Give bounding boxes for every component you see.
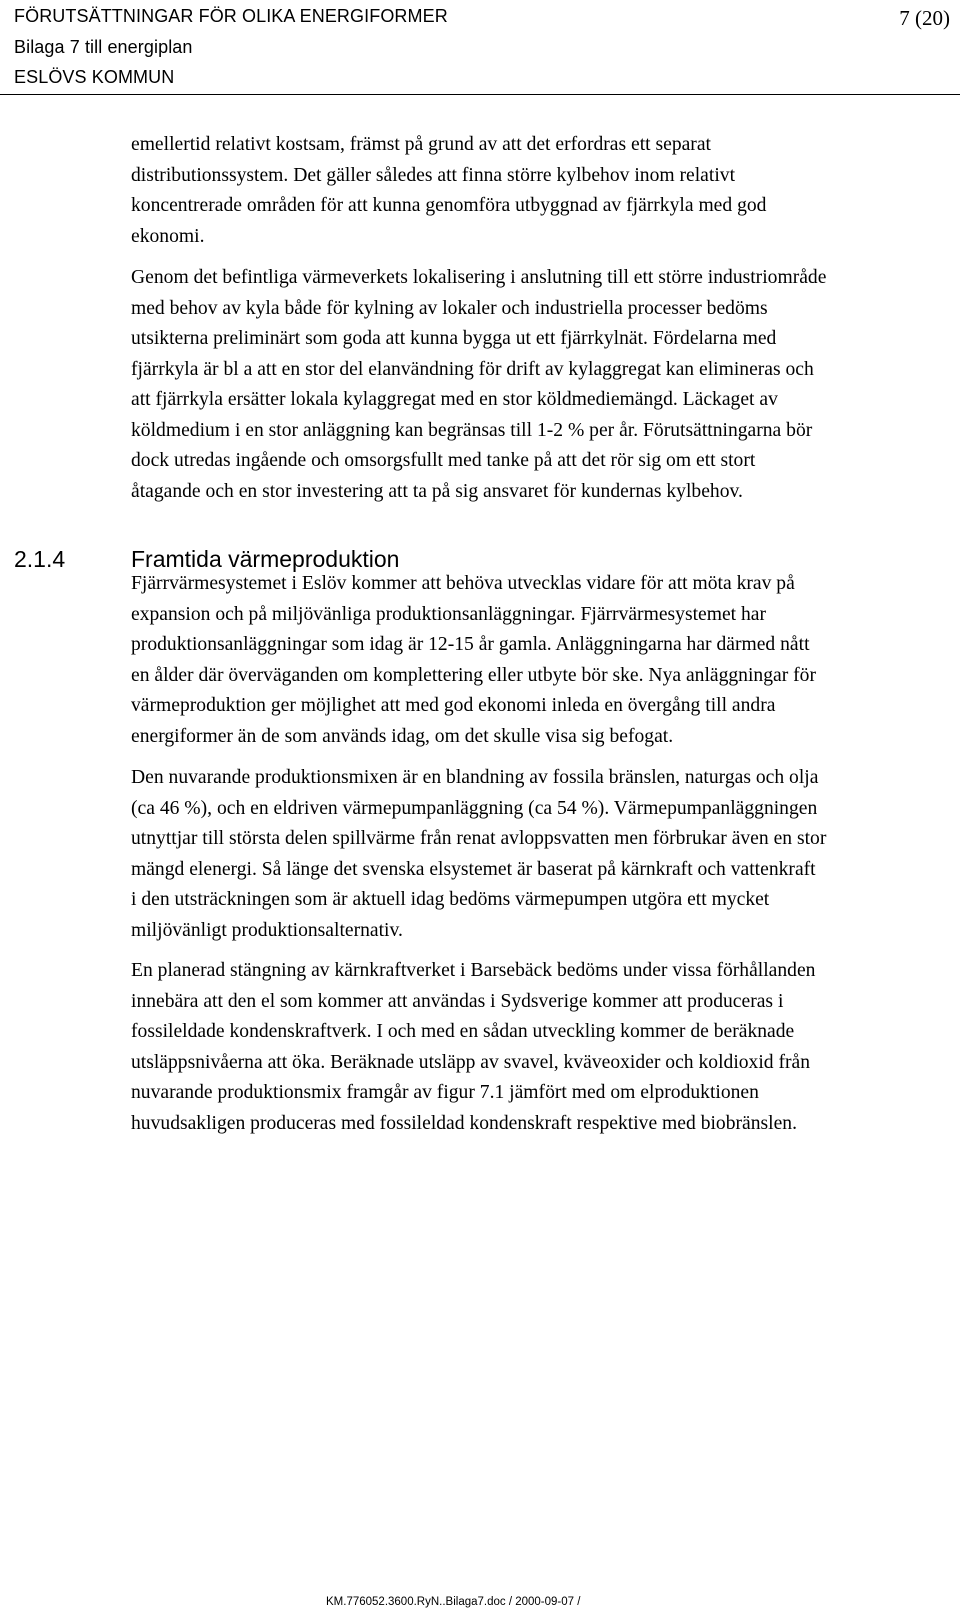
text-line: utsläppsnivåerna att öka. Beräknade utsläpp av svavel, kväveoxider och koldioxid från [131,1051,811,1073]
text-line: dock utredas ingående och omsorgsfullt med tanke på att det rör sig om ett stort [131,450,756,471]
text-line: mängd elenergi. Så länge det svenska elsystemet är baserat på kärnkraft och vattenkraft [131,858,816,880]
section-number: 2.1.4 [14,546,66,572]
text-line: i den utsträckningen som är aktuell idag bedöms värmepumpen utgöra ett mycket [131,889,770,910]
text-line: (ca 46 %), och en eldriven värmepumpanläggning (ca 54 %). Värmepumpanläggningen [131,797,818,819]
body-paragraph [131,130,955,252]
footer-document-ref: KM.776052.3600.RyN..Bilaga7.doc / 2000-09-07 / [326,1596,581,1608]
text-line: energiformer än de som används idag, om det skulle visa sig befogat. [131,725,674,747]
body-paragraph [131,956,955,1139]
text-line: utsikterna preliminärt som goda att kunna bygga ut ett fjärrkylnät. Fördelarna med [131,328,777,349]
text-line: utnyttjar till största delen spillvärme från renat avloppsvatten men förbrukar även en stor [131,828,827,849]
text-line: med behov av kyla både för kylning av lokaler och industriella processer bedöms [131,297,768,319]
page-header [0,0,960,95]
body-paragraph [131,263,955,507]
text-line: nuvarande produktionsmix framgår av figur 7.1 jämfört med om elproduktionen [131,1082,759,1103]
text-line: Den nuvarande produktionsmixen är en blandning av fossila bränslen, naturgas och olja [131,767,819,788]
text-line: distributionssystem. Det gäller således att finna större kylbehov inom relativt [131,164,736,186]
body-paragraph [131,569,955,752]
header-organization: ESLÖVS KOMMUN [14,67,175,87]
header-subtitle: Bilaga 7 till energiplan [14,37,193,57]
text-line: en ålder där överväganden om komplettering eller utbyte bör ske. Nya anläggningar för [131,664,816,686]
text-line: miljövänligt produktionsalternativ. [131,919,403,941]
text-line: innebära att den el som kommer att användas i Sydsverige kommer att produceras i [131,990,784,1012]
section-title: Framtida värmeproduktion [131,546,400,572]
text-line: Genom det befintliga värmeverkets lokalisering i anslutning till ett större industriområde [131,267,827,288]
text-line: koncentrerade områden för att kunna genomföra utbyggnad av fjärrkyla med god [131,195,767,216]
text-line: ekonomi. [131,225,205,247]
text-line: köldmedium i en stor anläggning kan begränsas till 1-2 % per år. Förutsättningarna bör [131,419,813,441]
page-number: 7 (20) [899,6,950,30]
header-title: FÖRUTSÄTTNINGAR FÖR OLIKA ENERGIFORMER [14,6,448,26]
text-line: emellertid relativt kostsam, främst på grund av att det erfordras ett separat [131,134,711,155]
text-line: expansion och på miljövänliga produktionsanläggningar. Fjärrvärmesystemet har [131,603,767,625]
text-line: fossileldade kondenskraftverk. I och med en sådan utveckling kommer de beräknade [131,1021,795,1042]
text-line: värmeproduktion ger möjlighet att med god ekonomi inleda en övergång till andra [131,695,776,716]
text-line: Fjärrvärmesystemet i Eslöv kommer att behöva utvecklas vidare för att möta krav på [131,573,795,594]
text-line: att fjärrkyla ersätter lokala kylaggregat med en stor köldmediemängd. Läckaget av [131,389,778,410]
text-line: åtagande och en stor investering att ta på sig ansvaret för kundernas kylbehov. [131,480,743,502]
body-paragraph [131,763,955,946]
text-line: produktionsanläggningar som idag är 12-15 år gamla. Anläggningarna har därmed nått [131,634,810,655]
text-line: huvudsakligen produceras med fossileldad kondenskraft respektive med biobränslen. [131,1112,798,1134]
text-line: En planerad stängning av kärnkraftverket i Barsebäck bedöms under vissa förhållanden [131,960,816,981]
text-line: fjärrkyla är bl a att en stor del elanvändning för drift av kylaggregat kan elimineras och [131,358,814,380]
